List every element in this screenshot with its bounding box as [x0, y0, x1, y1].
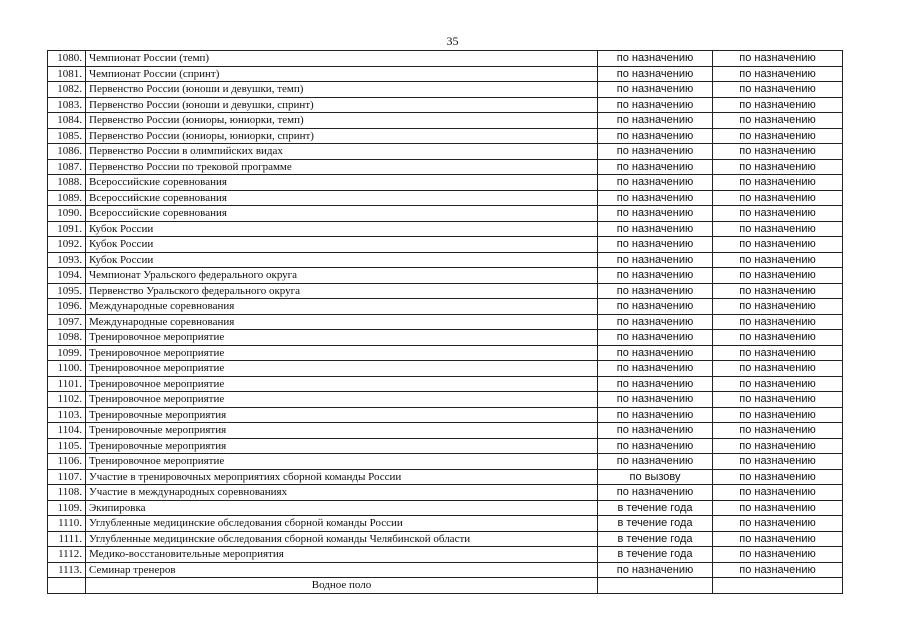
- event-name: Чемпионат России (спринт): [86, 66, 598, 82]
- table-row: [48, 562, 843, 578]
- events-table-body: [48, 51, 843, 594]
- section-number-cell: [48, 578, 86, 594]
- table-row: [48, 454, 843, 470]
- event-name: Медико-восстановительные мероприятия: [86, 547, 598, 563]
- event-place: по назначению: [713, 299, 843, 315]
- row-number: 1112.: [48, 547, 86, 563]
- row-number: 1081.: [48, 66, 86, 82]
- table-row: [48, 531, 843, 547]
- table-row: [48, 283, 843, 299]
- event-dates: по назначению: [598, 407, 713, 423]
- table-row: [48, 500, 843, 516]
- row-number: 1082.: [48, 82, 86, 98]
- event-place: по назначению: [713, 330, 843, 346]
- event-dates: по назначению: [598, 113, 713, 129]
- event-place: по назначению: [713, 469, 843, 485]
- event-dates: по назначению: [598, 314, 713, 330]
- table-row: [48, 376, 843, 392]
- row-number: 1095.: [48, 283, 86, 299]
- event-name: Кубок России: [86, 221, 598, 237]
- event-dates: по назначению: [598, 268, 713, 284]
- row-number: 1102.: [48, 392, 86, 408]
- table-row: [48, 330, 843, 346]
- table-row: [48, 407, 843, 423]
- table-row: [48, 438, 843, 454]
- event-name: Первенство России (юноши и девушки, темп): [86, 82, 598, 98]
- section-title: Водное поло: [86, 578, 598, 594]
- event-name: Первенство Уральского федерального округа: [86, 283, 598, 299]
- table-row: [48, 547, 843, 563]
- event-dates: по назначению: [598, 392, 713, 408]
- row-number: 1099.: [48, 345, 86, 361]
- event-place: по назначению: [713, 206, 843, 222]
- event-name: Всероссийские соревнования: [86, 206, 598, 222]
- table-row: [48, 314, 843, 330]
- row-number: 1106.: [48, 454, 86, 470]
- table-row: [48, 82, 843, 98]
- event-name: Тренировочное мероприятие: [86, 361, 598, 377]
- event-dates: по назначению: [598, 128, 713, 144]
- event-place: по назначению: [713, 66, 843, 82]
- row-number: 1087.: [48, 159, 86, 175]
- table-row: [48, 175, 843, 191]
- event-dates: по назначению: [598, 423, 713, 439]
- event-place: по назначению: [713, 531, 843, 547]
- table-row: [48, 128, 843, 144]
- event-place: по назначению: [713, 221, 843, 237]
- event-name: Тренировочное мероприятие: [86, 454, 598, 470]
- event-place: по назначению: [713, 314, 843, 330]
- event-place: по назначению: [713, 547, 843, 563]
- event-dates: по назначению: [598, 175, 713, 191]
- event-place: по назначению: [713, 113, 843, 129]
- event-name: Первенство России по трековой программе: [86, 159, 598, 175]
- table-row: [48, 516, 843, 532]
- table-row: [48, 237, 843, 253]
- row-number: 1108.: [48, 485, 86, 501]
- table-row: [48, 97, 843, 113]
- table-row: [48, 485, 843, 501]
- table-row: [48, 268, 843, 284]
- event-name: Углубленные медицинские обследования сборной команды России: [86, 516, 598, 532]
- row-number: 1090.: [48, 206, 86, 222]
- table-row: [48, 206, 843, 222]
- table-row: [48, 423, 843, 439]
- event-name: Тренировочные мероприятия: [86, 423, 598, 439]
- event-name: Первенство России (юноши и девушки, спринт): [86, 97, 598, 113]
- event-name: Участие в тренировочных мероприятиях сборной команды России: [86, 469, 598, 485]
- row-number: 1083.: [48, 97, 86, 113]
- table-row: [48, 345, 843, 361]
- table-row: [48, 221, 843, 237]
- page-number: 35: [446, 34, 459, 48]
- event-dates: по назначению: [598, 206, 713, 222]
- event-place: по назначению: [713, 485, 843, 501]
- row-number: 1080.: [48, 51, 86, 67]
- event-name: Чемпионат России (темп): [86, 51, 598, 67]
- event-place: по назначению: [713, 438, 843, 454]
- event-place: по назначению: [713, 82, 843, 98]
- event-name: Всероссийские соревнования: [86, 175, 598, 191]
- event-dates: по назначению: [598, 438, 713, 454]
- row-number: 1101.: [48, 376, 86, 392]
- event-place: по назначению: [713, 144, 843, 160]
- event-dates: по назначению: [598, 283, 713, 299]
- row-number: 1103.: [48, 407, 86, 423]
- table-row: [48, 66, 843, 82]
- event-name: Тренировочное мероприятие: [86, 392, 598, 408]
- event-name: Экипировка: [86, 500, 598, 516]
- row-number: 1113.: [48, 562, 86, 578]
- row-number: 1086.: [48, 144, 86, 160]
- section-place-cell: [713, 578, 843, 594]
- row-number: 1100.: [48, 361, 86, 377]
- row-number: 1109.: [48, 500, 86, 516]
- event-dates: по назначению: [598, 330, 713, 346]
- event-name: Кубок России: [86, 252, 598, 268]
- event-place: по назначению: [713, 159, 843, 175]
- event-place: по назначению: [713, 97, 843, 113]
- event-name: Тренировочные мероприятия: [86, 438, 598, 454]
- table-row: [48, 252, 843, 268]
- event-dates: по вызову: [598, 469, 713, 485]
- event-place: по назначению: [713, 128, 843, 144]
- section-row: [48, 578, 843, 594]
- event-place: по назначению: [713, 562, 843, 578]
- event-name: Участие в международных соревнованиях: [86, 485, 598, 501]
- row-number: 1110.: [48, 516, 86, 532]
- event-name: Всероссийские соревнования: [86, 190, 598, 206]
- event-name: Тренировочное мероприятие: [86, 376, 598, 392]
- row-number: 1089.: [48, 190, 86, 206]
- event-name: Тренировочное мероприятие: [86, 345, 598, 361]
- event-dates: по назначению: [598, 159, 713, 175]
- event-place: по назначению: [713, 51, 843, 67]
- row-number: 1096.: [48, 299, 86, 315]
- table-row: [48, 190, 843, 206]
- event-place: по назначению: [713, 237, 843, 253]
- event-dates: по назначению: [598, 97, 713, 113]
- row-number: 1107.: [48, 469, 86, 485]
- table-row: [48, 159, 843, 175]
- event-dates: по назначению: [598, 361, 713, 377]
- row-number: 1105.: [48, 438, 86, 454]
- row-number: 1093.: [48, 252, 86, 268]
- row-number: 1094.: [48, 268, 86, 284]
- event-name: Семинар тренеров: [86, 562, 598, 578]
- event-place: по назначению: [713, 454, 843, 470]
- event-dates: по назначению: [598, 299, 713, 315]
- event-dates: в течение года: [598, 547, 713, 563]
- event-dates: по назначению: [598, 82, 713, 98]
- event-name: Углубленные медицинские обследования сборной команды Челябинской области: [86, 531, 598, 547]
- event-dates: в течение года: [598, 500, 713, 516]
- table-row: [48, 51, 843, 67]
- event-dates: по назначению: [598, 221, 713, 237]
- event-place: по назначению: [713, 516, 843, 532]
- event-dates: по назначению: [598, 252, 713, 268]
- event-dates: по назначению: [598, 454, 713, 470]
- event-place: по назначению: [713, 500, 843, 516]
- event-place: по назначению: [713, 407, 843, 423]
- row-number: 1092.: [48, 237, 86, 253]
- event-place: по назначению: [713, 283, 843, 299]
- events-table: [47, 50, 843, 594]
- event-name: Первенство России (юниоры, юниорки, спринт): [86, 128, 598, 144]
- row-number: 1104.: [48, 423, 86, 439]
- row-number: 1097.: [48, 314, 86, 330]
- section-dates-cell: [598, 578, 713, 594]
- event-name: Первенство России в олимпийских видах: [86, 144, 598, 160]
- row-number: 1098.: [48, 330, 86, 346]
- event-name: Международные соревнования: [86, 299, 598, 315]
- event-dates: по назначению: [598, 144, 713, 160]
- event-place: по назначению: [713, 190, 843, 206]
- row-number: 1111.: [48, 531, 86, 547]
- row-number: 1091.: [48, 221, 86, 237]
- event-dates: в течение года: [598, 531, 713, 547]
- event-dates: по назначению: [598, 237, 713, 253]
- table-row: [48, 113, 843, 129]
- table-row: [48, 299, 843, 315]
- event-name: Международные соревнования: [86, 314, 598, 330]
- event-dates: по назначению: [598, 485, 713, 501]
- event-name: Тренировочные мероприятия: [86, 407, 598, 423]
- event-dates: по назначению: [598, 190, 713, 206]
- event-place: по назначению: [713, 423, 843, 439]
- event-dates: по назначению: [598, 51, 713, 67]
- event-dates: в течение года: [598, 516, 713, 532]
- event-name: Первенство России (юниоры, юниорки, темп): [86, 113, 598, 129]
- table-row: [48, 392, 843, 408]
- event-place: по назначению: [713, 252, 843, 268]
- event-place: по назначению: [713, 175, 843, 191]
- table-row: [48, 361, 843, 377]
- event-dates: по назначению: [598, 562, 713, 578]
- event-place: по назначению: [713, 268, 843, 284]
- event-place: по назначению: [713, 376, 843, 392]
- event-dates: по назначению: [598, 66, 713, 82]
- event-dates: по назначению: [598, 376, 713, 392]
- row-number: 1088.: [48, 175, 86, 191]
- event-place: по назначению: [713, 345, 843, 361]
- table-row: [48, 144, 843, 160]
- row-number: 1085.: [48, 128, 86, 144]
- table-row: [48, 469, 843, 485]
- event-name: Кубок России: [86, 237, 598, 253]
- row-number: 1084.: [48, 113, 86, 129]
- event-name: Чемпионат Уральского федерального округа: [86, 268, 598, 284]
- event-dates: по назначению: [598, 345, 713, 361]
- event-place: по назначению: [713, 392, 843, 408]
- event-name: Тренировочное мероприятие: [86, 330, 598, 346]
- event-place: по назначению: [713, 361, 843, 377]
